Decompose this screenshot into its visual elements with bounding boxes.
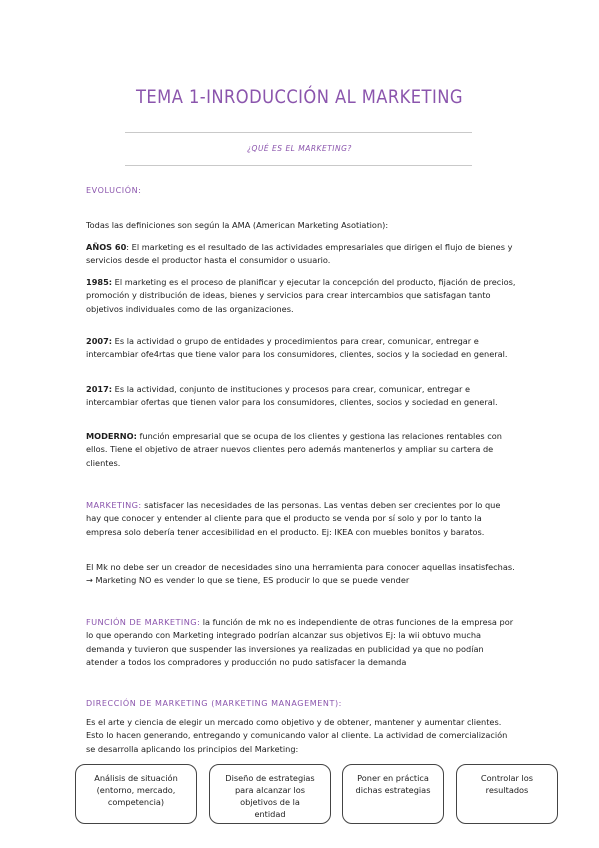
marketing-function (86, 616, 516, 670)
management-text: Es el arte y ciencia de elegir un mercado como objetivo y de obtener, mantener y aumentar clientes. Esto lo hacen generando, entregando y comunicando valor al cliente. La actividad de comercialización se desarrolla aplicando los principios del Marketing: (86, 717, 508, 754)
step-line: competencia) (107, 797, 165, 807)
definition-text: función empresarial que se ocupa de los clientes y gestiona las relaciones rentables con ellos. Tiene el objetivo de atraer nuevos clientes pero además mantenerlos y ampliar su cartera de clientes. (86, 431, 502, 468)
marketing-definition (86, 499, 516, 539)
marketing-label: MARKETING: (86, 500, 142, 510)
evolution-intro: Todas las definiciones son según la AMA (American Marketing Asotiation): (86, 220, 389, 230)
definition-label: MODERNO: (86, 431, 137, 441)
step-box-control (456, 764, 558, 824)
top-divider (125, 132, 472, 133)
step-line: entidad (254, 809, 286, 819)
definition-label: 2017: (86, 384, 113, 394)
marketing-note: El Mk no debe ser un creador de necesidades sino una herramienta para conocer aquellas insatisfechas. → Marketing NO es vender lo que se tiene, ES producir lo que se puede vender (86, 562, 515, 586)
definition-text: : El marketing es el resultado de las actividades empresariales que dirigen el flujo de bienes y servicios desde el productor hasta el consumidor o usuario. (86, 242, 513, 266)
definition-60s (86, 241, 516, 268)
definition-text: Es la actividad o grupo de entidades y procedimientos para crear, comunicar, entregar e intercambiar ofe4rtas que tiene valor para los consumidores, clientes, socios y la sociedad en general. (86, 336, 508, 360)
marketing-text: satisfacer las necesidades de las personas. Las ventas deben ser crecientes por lo que hay que conocer y entender al cliente para que el producto se venda por sí solo y por lo tanto la empresa solo debería tener accesibilidad en el producto. Ej: IKEA con muebles bonitos y baratos. (86, 500, 501, 537)
definition-label: AÑOS 60 (86, 242, 127, 252)
definition-modern (86, 430, 516, 470)
step-line: (entorno, mercado, (96, 785, 176, 795)
step-line: dichas estrategias (355, 785, 431, 795)
step-box-implement (342, 764, 444, 824)
step-line: Controlar los (480, 773, 534, 783)
function-label: FUNCIÓN DE MARKETING: (86, 617, 201, 627)
bottom-divider (125, 165, 472, 166)
section-subtitle: ¿QUÉ ES EL MARKETING? (247, 144, 352, 153)
step-line: objetivos de la (240, 797, 300, 807)
step-line: Análisis de situación (94, 773, 178, 783)
definition-label: 1985: (86, 277, 113, 287)
step-line: resultados (485, 785, 529, 795)
page-title: TEMA 1-INRODUCCIÓN AL MARKETING (136, 86, 463, 108)
step-line: Poner en práctica (357, 773, 429, 783)
definition-1985 (86, 276, 516, 316)
definition-2007 (86, 335, 516, 362)
definition-2017 (86, 383, 516, 410)
step-line: Diseño de estrategias (225, 773, 315, 783)
step-box-analysis (75, 764, 197, 824)
evolution-heading: EVOLUCIÓN: (86, 186, 142, 195)
step-box-strategy (209, 764, 331, 824)
definition-label: 2007: (86, 336, 113, 346)
function-text: la función de mk no es independiente de otras funciones de la empresa por lo que operando con Marketing integrado podrían alcanzar sus objetivos Ej: la wii obtuvo mucha demanda y tuvieron que suspender las inversiones ya realizadas en publicidad ya que no podían atender a todos los compradores y producción no pudo satisfacer la demanda (86, 617, 514, 668)
definition-text: El marketing es el proceso de planificar y ejecutar la concepción del producto, fijación de precios, promoción y distribución de ideas, bienes y servicios para crear intercambios que satisfagan tanto objetivos individuales como de las organizaciones. (86, 277, 516, 314)
definition-text: Es la actividad, conjunto de instituciones y procesos para crear, comunicar, entregar e intercambiar ofertas que tienen valor para los consumidores, clientes, socios y sociedad en general. (86, 384, 498, 408)
step-line: para alcanzar los (234, 785, 306, 795)
management-heading: DIRECCIÓN DE MARKETING (MARKETING MANAGEMENT): (86, 699, 342, 708)
